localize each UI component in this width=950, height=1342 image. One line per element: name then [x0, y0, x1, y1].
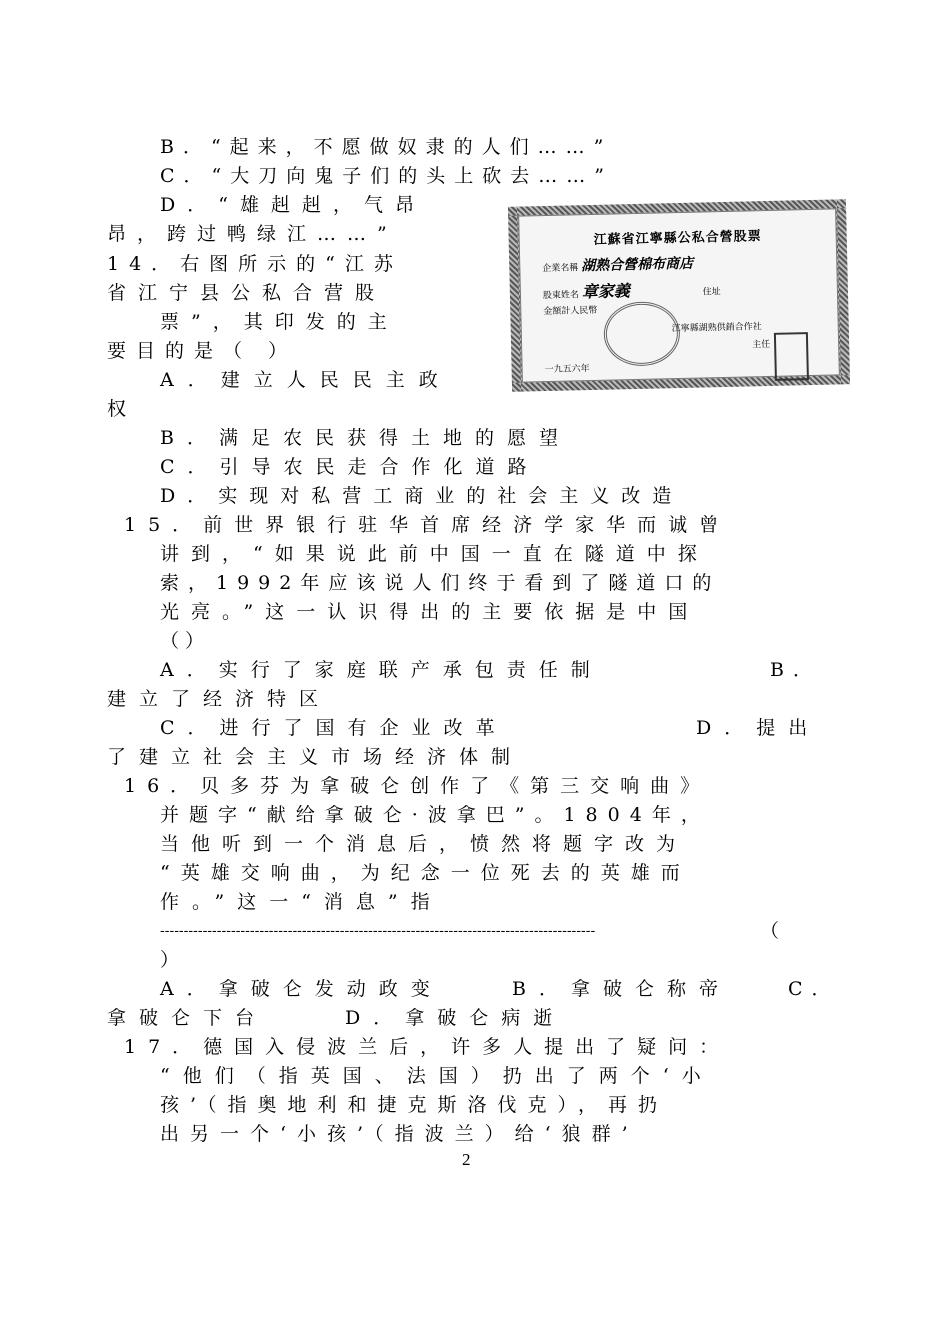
question-15-stem: 15．前世界银行驻华首席经济学家华而诚曾 [124, 514, 731, 536]
question-14-stem-2: 省江宁县公私合营股 [107, 282, 387, 304]
question-15-blank: （ ） [160, 630, 205, 652]
question-14-stem-4: 要目的是（ ） [107, 340, 298, 362]
question-16-stem: 16．贝多芬为拿破仑创作了《第三交响曲》 [124, 775, 711, 797]
option-a-15: A．实行了家庭联产承包责任制 [160, 659, 603, 681]
question-15-stem-4: 光亮。”这一认识得出的主要依据是中国 [160, 601, 700, 623]
question-17-stem-3: 孩’（指奥地利和捷克斯洛伐克），再扔 [160, 1094, 669, 1116]
option-a-16: A．拿破仑发动政变 [160, 978, 443, 1000]
question-17-stem-4: 出另一个‘小孩’（指波兰）给‘狼群’ [160, 1123, 639, 1145]
option-d-16: D．拿破仑病逝 [345, 1007, 566, 1029]
option-d-13: D．“雄赳赳，气昂 [160, 194, 426, 216]
option-c-14: C．引导农民走合作化道路 [160, 456, 540, 478]
question-14-stem-3: 票”，其印发的主 [160, 311, 399, 333]
option-d-14: D．实现对私营工商业的社会主义改造 [160, 485, 684, 507]
page-number: 2 [462, 1150, 471, 1169]
square-stamp [774, 332, 809, 381]
question-16-stem-3: 当他听到一个消息后，愤然将题字改为 [160, 833, 688, 855]
option-b-15: 建立了经济特区 [107, 688, 332, 710]
certificate-body [518, 208, 840, 382]
holder-row: 股東姓名 章家義 住址 [542, 281, 721, 302]
date-row: 一九五六年 [544, 364, 590, 376]
option-d-15-label: D．提出 [696, 717, 821, 739]
option-d-15: 了建立社会主义市场经济体制 [107, 746, 524, 768]
question-16-stem-2: 并题字“献给拿破仑·波拿巴”。1804年， [160, 804, 710, 826]
question-15-stem-3: 索，1992年应该说人们终于看到了隧道口的 [160, 572, 721, 594]
issuer-row: 江寧縣湖熟供銷合作社 [671, 322, 762, 335]
enterprise-row: 企業名稱 湖熟合營棉布商店 [542, 255, 694, 275]
option-b-13: B．“起来，不愿做奴隶的人们……” [160, 136, 613, 158]
stock-certificate-image [508, 199, 850, 392]
option-d-13-cont: 昂，跨过鸭绿江……” [107, 223, 398, 245]
option-a-14-cont: 权 [107, 398, 127, 420]
certificate-title: 江蘇省江寧縣公私合營股票 [593, 229, 762, 248]
question-15-stem-2: 讲到，“如果说此前中国一直在隧道中探 [160, 543, 709, 565]
question-14-stem: 14．右图所示的“江苏 [107, 253, 403, 275]
option-c-15: C．进行了国有企业改革 [160, 717, 508, 739]
round-seal [603, 301, 680, 367]
option-b-14: B．满足农民获得土地的愿望 [160, 427, 571, 449]
dash-line: -------------------------------------------------------------------------------------------- [160, 923, 596, 939]
question-16-stem-5: 作。”这一“消息”指 [160, 891, 443, 913]
question-16-paren-open: （ [760, 920, 780, 942]
option-c-16-label: C． [788, 978, 840, 1000]
option-b-15-label: B． [770, 659, 821, 681]
director-row: 主任 [752, 339, 771, 351]
amount-row: 金額計人民幣 [543, 305, 598, 318]
option-c-16: 拿破仑下台 [107, 1007, 268, 1029]
question-17-stem-2: “他们（指英国、法国）扔出了两个‘小 [160, 1065, 714, 1087]
question-16-paren-close: ） [160, 949, 180, 971]
question-17-stem: 17．德国入侵波兰后，许多人提出了疑问： [124, 1036, 731, 1058]
option-c-13: C．“大刀向鬼子们的头上砍去……” [160, 165, 613, 187]
question-16-stem-4: “英雄交响曲，为纪念一位死去的英雄而 [160, 862, 691, 884]
option-b-16: B．拿破仑称帝 [512, 978, 731, 1000]
option-a-14: A．建立人民民主政 [160, 369, 452, 391]
